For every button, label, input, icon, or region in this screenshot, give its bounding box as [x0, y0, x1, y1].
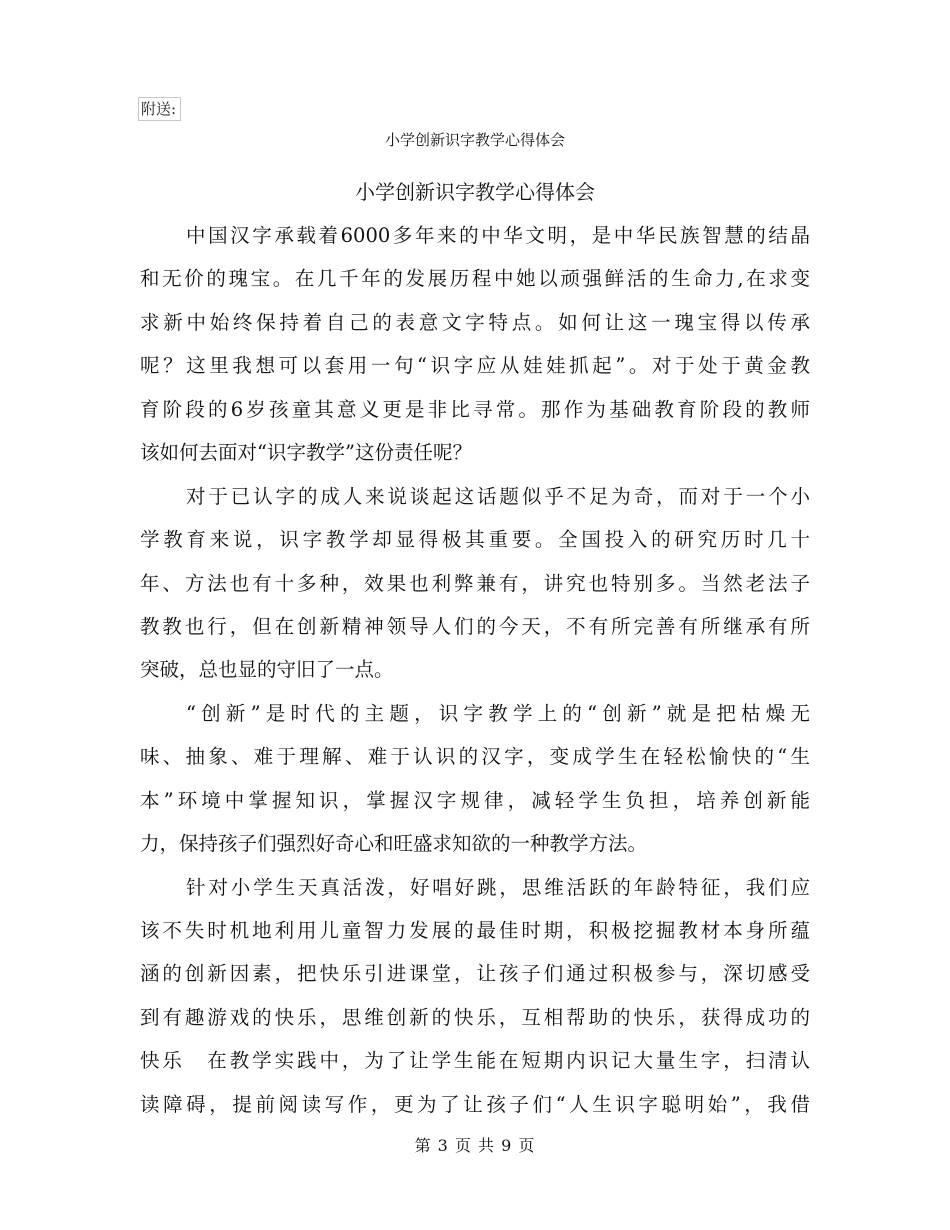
paragraph-line: 中国汉字承载着6000多年来的中华文明，是中华民族智慧的结晶 [186, 224, 810, 247]
paragraph-line: 涵的创新因素，把快乐引进课堂，让孩子们通过积极参与，深切感受 [140, 962, 810, 986]
paragraph-line: “创新”是时代的主题，识字教学上的“创新”就是把枯燥无 [186, 701, 810, 725]
paragraph-line: 突破，总也显的守旧了一点。 [140, 658, 394, 682]
paragraph-line: 味、抽象、难于理解、难于认识的汉字，变成学生在轻松愉快的“生 [140, 745, 810, 769]
paragraph-line: 育阶段的6岁孩童其意义更是非比寻常。那作为基础教育阶段的教师 [140, 397, 810, 421]
paragraph-line: 呢？这里我想可以套用一句“识字应从娃娃抓起”。对于处于黄金教 [140, 354, 810, 378]
paragraph-line: 和无价的瑰宝。在几千年的发展历程中她以顽强鲜活的生命力,在求变 [140, 267, 810, 291]
paragraph-line: 本”环境中掌握知识，掌握汉字规律，减轻学生负担，培养创新能 [140, 788, 810, 812]
paragraph-line: 读障碍，提前阅读写作，更为了让孩子们“人生识字聪明始”，我借 [140, 1092, 810, 1116]
paragraph-line: 对于已认字的成人来说谈起这话题似乎不足为奇，而对于一个小 [186, 484, 810, 508]
paragraph-line: 快乐 在教学实践中，为了让学生能在短期内识记大量生字，扫清认 [140, 1049, 810, 1073]
paragraph-line: 针对小学生天真活泼，好唱好跳，思维活跃的年龄特征，我们应 [186, 875, 810, 899]
paragraph-line: 该如何去面对“识字教学”这份责任呢？ [140, 441, 472, 465]
paragraph-line: 力，保持孩子们强烈好奇心和旺盛求知欲的一种教学方法。 [140, 832, 648, 856]
page-indicator: 第 3 页 共 9 页 [414, 1136, 536, 1155]
article-title: 小学创新识字教学心得体会 [355, 180, 595, 204]
paragraph-line: 该不失时机地利用儿童智力发展的最佳时期，积极挖掘教材本身所蕴 [140, 919, 810, 942]
attachment-label: 附送: [138, 97, 181, 121]
document-header-title: 小学创新识字教学心得体会 [384, 131, 565, 149]
paragraph-line: 到有趣游戏的快乐，思维创新的快乐，互相帮助的快乐，获得成功的 [140, 1005, 810, 1029]
paragraph-line: 学教育来说，识字教学却显得极其重要。全国投入的研究历时几十 [140, 528, 810, 552]
article-body [140, 214, 810, 1126]
paragraph-line: 教教也行，但在创新精神领导人们的今天，不有所完善有所继承有所 [140, 614, 810, 638]
paragraph-line: 求新中始终保持着自己的表意文字特点。如何让这一瑰宝得以传承 [140, 310, 810, 334]
paragraph-line: 年、方法也有十多种，效果也利弊兼有，讲究也特别多。当然老法子 [140, 571, 810, 595]
